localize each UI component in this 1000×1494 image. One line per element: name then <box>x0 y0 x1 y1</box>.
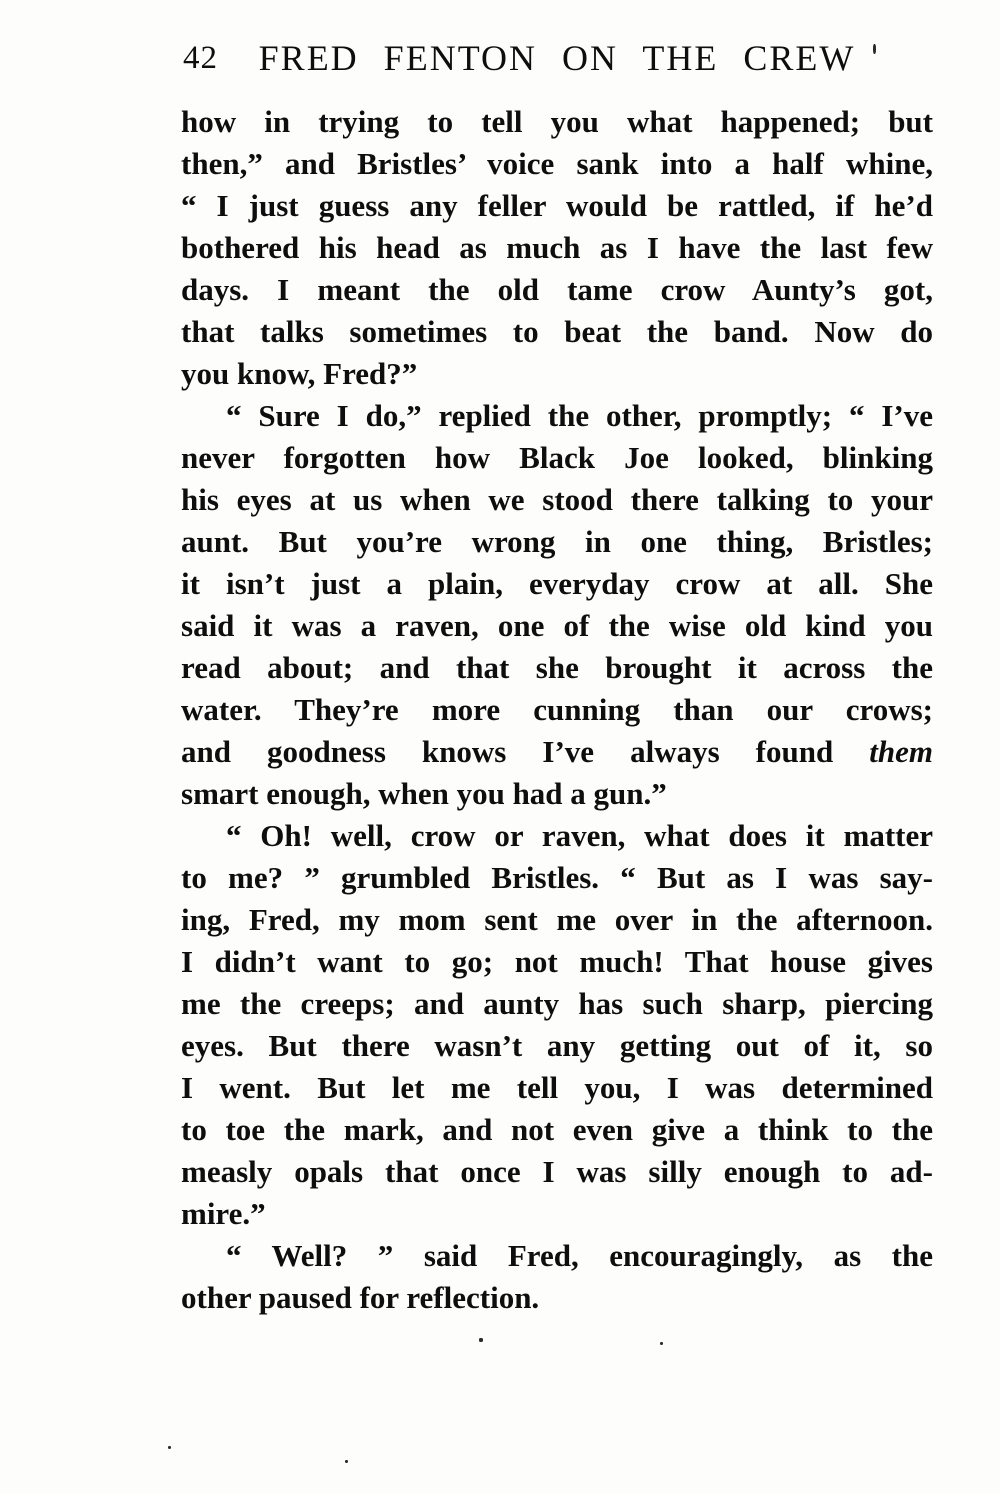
text-line: I didn’t want to go; not much! That house gives <box>181 944 933 979</box>
paragraph <box>181 815 933 1235</box>
paragraph <box>181 1235 933 1319</box>
text-line: his eyes at us when we stood there talking to your <box>181 482 933 517</box>
scan-speck <box>479 1338 483 1342</box>
text-line: to me? ” grumbled Bristles. “ But as I was say- <box>181 860 933 895</box>
scan-speck <box>660 1342 663 1345</box>
text-line: you know, Fred?” <box>181 356 418 391</box>
text-line: read about; and that she brought it across the <box>181 650 933 685</box>
text-line: eyes. But there wasn’t any getting out of it, so <box>181 1028 933 1063</box>
scan-speck <box>168 1446 171 1449</box>
text-line: other paused for reflection. <box>181 1280 540 1315</box>
text-line: aunt. But you’re wrong in one thing, Bristles; <box>181 524 933 559</box>
text-line: then,” and Bristles’ voice sank into a half whine, <box>181 146 933 181</box>
text-line: never forgotten how Black Joe looked, blinking <box>181 440 933 475</box>
text-line: “ I just guess any feller would be rattled, if he’d <box>181 188 933 223</box>
scan-speck <box>873 44 876 54</box>
running-title: FRED FENTON ON THE CREW <box>258 38 856 78</box>
page-number: 42 <box>183 40 218 76</box>
paragraph <box>181 101 933 395</box>
text-line: measly opals that once I was silly enough to ad- <box>181 1154 933 1189</box>
text-line: that talks sometimes to beat the band. Now do <box>181 314 933 349</box>
scan-speck <box>345 1460 348 1463</box>
text-line: ing, Fred, my mom sent me over in the afternoon. <box>181 902 933 937</box>
text-line: mire.” <box>181 1196 266 1231</box>
text-line: days. I meant the old tame crow Aunty’s got, <box>181 272 933 307</box>
text-line: “ Sure I do,” replied the other, promptly; “ I’ve <box>226 398 933 433</box>
text-line: to toe the mark, and not even give a think to the <box>181 1112 933 1147</box>
text-line: “ Oh! well, crow or raven, what does it matter <box>226 818 933 853</box>
running-header <box>181 36 933 80</box>
text-segment: and goodness knows I’ve always found <box>181 734 870 769</box>
text-line: how in trying to tell you what happened; but <box>181 104 933 139</box>
text-line: “ Well? ” said Fred, encouragingly, as the <box>226 1238 933 1273</box>
text-line: said it was a raven, one of the wise old kind you <box>181 608 933 643</box>
text-block <box>181 101 933 1319</box>
text-line: it isn’t just a plain, everyday crow at all. She <box>181 566 933 601</box>
text-line: bothered his head as much as I have the last few <box>181 230 933 265</box>
paragraph <box>181 395 933 815</box>
text-line: I went. But let me tell you, I was determined <box>181 1070 933 1105</box>
text-line: me the creeps; and aunty has such sharp, piercing <box>181 986 933 1021</box>
text-line <box>181 731 933 773</box>
text-line: water. They’re more cunning than our crows; <box>181 692 933 727</box>
text-line: smart enough, when you had a gun.” <box>181 776 667 811</box>
text-segment-italic: them <box>869 734 933 769</box>
